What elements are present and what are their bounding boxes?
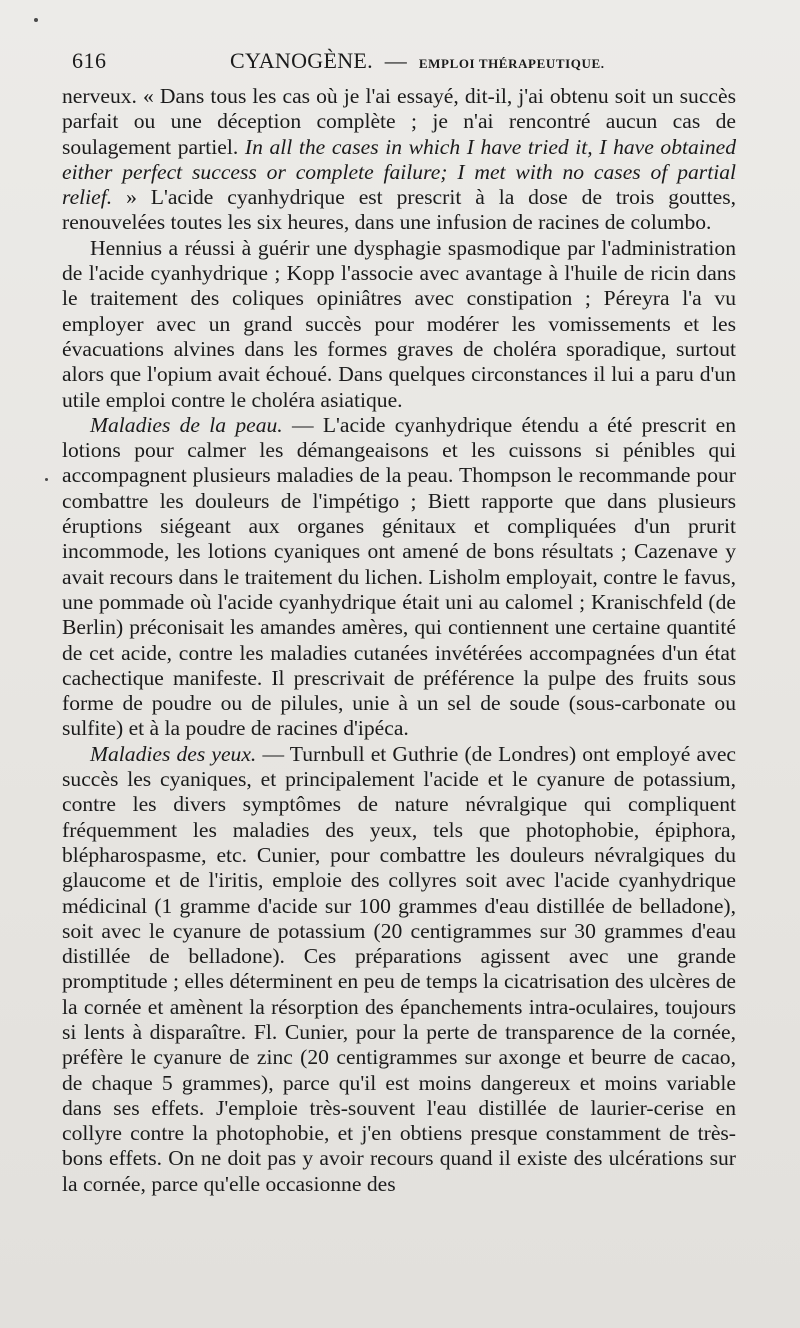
- chapter-title: CYANOGÈNE.: [230, 48, 373, 73]
- title-separator: —: [384, 48, 408, 73]
- running-head: [62, 48, 734, 74]
- paragraph-eyes-body: — Turnbull et Guthrie (de Londres) ont employé avec succès les cyaniques, et principalement l'acide et le cyanure de potassium, contre les divers symptômes de nature névralgique qui compliquent fréquemment les maladies des yeux, tels que photophobie, épiphora, blépharospasme, etc. Cunier, pour combattre les douleurs névralgiques du glaucome et de l'iritis, emploie des collyres soit avec l'acide cyanhydrique médicinal (1 gramme d'acide sur 100 grammes d'eau distillée de belladone), soit avec le cyanure de potassium (20 centigrammes sur 30 grammes d'eau distillée de belladone). Ces préparations agissent avec une grande promptitude ; elles déterminent en peu de temps la cicatrisation des ulcères de la cornée et amènent la résorption des épanchements intra-oculaires, toujours si lents à disparaître. Fl. Cunier, pour la perte de transparence de la cornée, préfère le cyanure de zinc (20 centigrammes sur axonge et beurre de cacao, de chaque 5 grammes), parce qu'il est moins dangereux et moins variable dans ses effets. J'emploie très-souvent l'eau distillée de laurier-cerise en collyre contre la photophobie, et j'en obtiens presque constamment de très-bons effets. On ne doit pas y avoir recours quand il existe des ulcérations sur la cornée, parce qu'elle occasionne des: [62, 741, 736, 1196]
- page-number: 616: [72, 48, 107, 73]
- paragraph-continuation: [62, 84, 736, 236]
- paragraph-eyes: [62, 742, 736, 1197]
- paragraph-digestive: Hennius a réussi à guérir une dysphagie spasmodique par l'administration de l'acide cyanhydrique ; Kopp l'associe avec avantage à l'huile de ricin dans le traitement des coliques opiniâtres avec constipation ; Péreyra l'a vu employer avec un grand succès pour modérer les vomissements et les évacuations alvines dans les formes graves de choléra sporadique, surtout alors que l'opium avait échoué. Dans quelques circonstances il lui a paru d'un utile emploi contre le choléra asiatique.: [62, 235, 736, 412]
- margin-mark: [45, 478, 48, 481]
- section-heading-skin: Maladies de la peau.: [90, 412, 283, 437]
- paragraph-skin: [62, 413, 736, 742]
- section-heading-eyes: Maladies des yeux.: [90, 741, 257, 766]
- section-subtitle: EMPLOI THÉRAPEUTIQUE.: [418, 56, 605, 71]
- paragraph-skin-body: — L'acide cyanhydrique étendu a été prescrit en lotions pour calmer les démangeaisons et les cuissons si pénibles qui accompagnent plusieurs maladies de la peau. Thompson le recommande pour combattre les douleurs de l'impétigo ; Biett rapporte que dans plusieurs éruptions siégeant aux organes génitaux et compliquées d'un prurit incommode, les lotions cyaniques ont amené de bons résultats ; Cazenave y avait recours dans le traitement du lichen. Lisholm employait, contre le favus, une pommade où l'acide cyanhydrique était uni au calomel ; Kranischfeld (de Berlin) préconisait les amandes amères, qui contiennent une certaine quantité de cet acide, contre les maladies cutanées invétérées accompagnées d'un état cachectique manifeste. Il prescrivait de préférence la pulpe des fruits sous forme de poudre ou de pilules, unie à un sel de soude (sous-carbonate ou sulfite) et à la poudre de racines d'ipéca.: [62, 412, 736, 741]
- quote-french: nerveux. « Dans tous les cas où je l'ai essayé, dit-il, j'ai obtenu soit un succès parfait ou une déception complète ; je n'ai rencontré aucun cas de soulagement partiel.: [62, 84, 736, 159]
- running-title: [230, 48, 605, 77]
- body-text: [62, 84, 736, 1197]
- dosage-text: » L'acide cyanhydrique est prescrit à la dose de trois gouttes, renouvelées toutes les six heures, dans une infusion de racines de columbo.: [62, 185, 736, 235]
- quote-english: In all the cases in which I have tried it, I have obtained either perfect success or complete failure; I met with no cases of partial relief.: [62, 134, 736, 210]
- ink-speck: [34, 18, 38, 22]
